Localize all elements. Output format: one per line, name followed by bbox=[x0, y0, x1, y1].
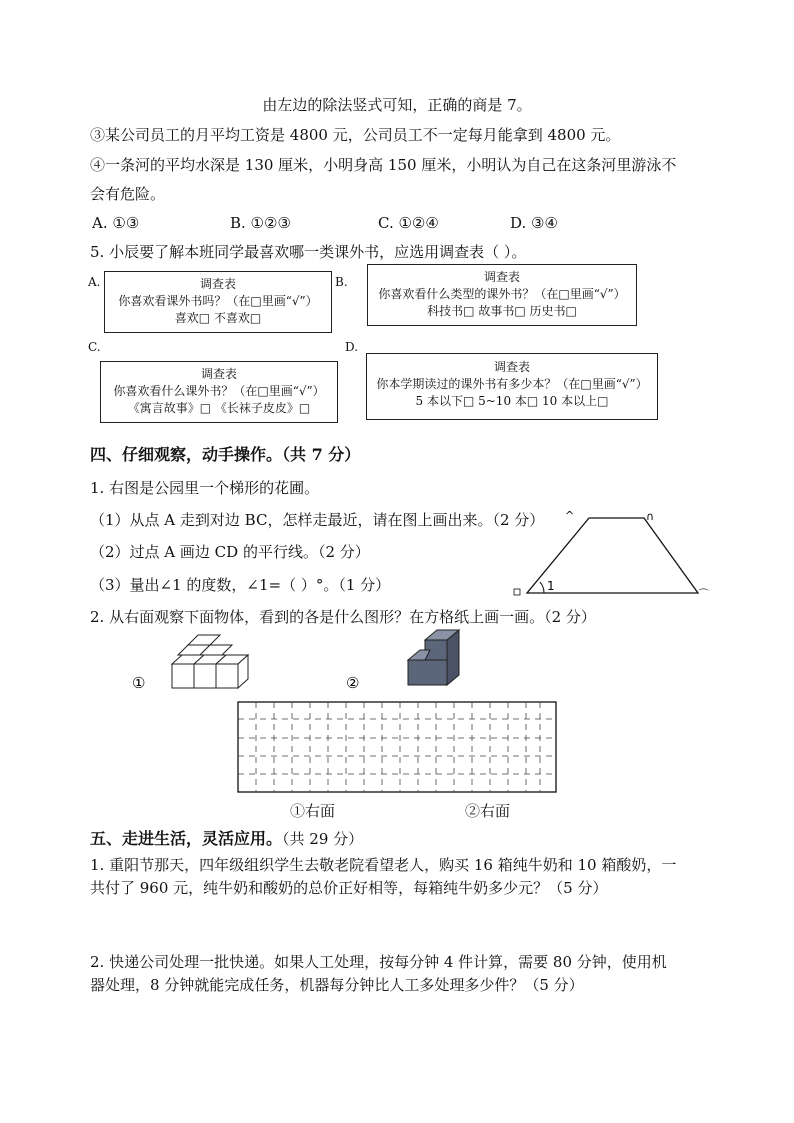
grid-caption-1: ①右面 bbox=[290, 802, 336, 820]
object-1-label: ① bbox=[132, 674, 146, 692]
section-5-q2-line2: 器处理，8 分钟就能完成任务，机器每分钟比人工多处理多少件？（5 分） bbox=[90, 976, 584, 994]
survey-d-answers: 5 本以下□ 5~10 本□ 10 本以上□ bbox=[415, 394, 609, 408]
section-4-q1: 1. 右图是公园里一个梯形的花圃。 bbox=[90, 479, 320, 497]
survey-b-letter: B. bbox=[335, 275, 348, 289]
section-5-q2-line1: 2. 快递公司处理一批快递。如果人工处理，按每分钟 4 件计算，需要 80 分钟，使用机 bbox=[90, 953, 667, 971]
grid-paper bbox=[238, 702, 556, 792]
choice-d: D. ③④ bbox=[510, 214, 558, 232]
section-4-q1-part2: （2）过点 A 画边 CD 的平行线。（2 分） bbox=[90, 543, 370, 561]
choice-a: A. ①③ bbox=[92, 214, 140, 232]
survey-b-question: 你喜欢看什么类型的课外书？（在□里画“√”） bbox=[378, 287, 626, 301]
svg-text:∩: ∩ bbox=[646, 510, 655, 523]
grid-caption-2: ②右面 bbox=[465, 802, 511, 820]
trapezoid-figure bbox=[514, 509, 709, 601]
section-5-points: （共 29 分） bbox=[282, 830, 364, 848]
survey-c-question: 你喜欢看什么课外书？（在□里画“√”） bbox=[113, 384, 325, 398]
survey-c-title: 调查表 bbox=[200, 367, 237, 381]
section-4-q1-part3: （3）量出∠1 的度数，∠1=（ ）°。（1 分） bbox=[90, 576, 391, 594]
section-5-q1-line2: 共付了 960 元，纯牛奶和酸奶的总价正好相等，每箱纯牛奶多少元？（5 分） bbox=[90, 879, 608, 897]
survey-c-answers: 《寓言故事》□ 《长袜子皮皮》□ bbox=[127, 401, 311, 415]
choice-c: C. ①②④ bbox=[378, 214, 439, 232]
survey-d-title: 调查表 bbox=[493, 360, 530, 374]
svg-text:^: ^ bbox=[565, 509, 575, 522]
cube-object-1 bbox=[172, 635, 248, 688]
choice-b: B. ①②③ bbox=[230, 214, 291, 232]
section-5-title: 五、走进生活，灵活应用。 bbox=[90, 829, 283, 848]
svg-text:⌒: ⌒ bbox=[698, 588, 709, 601]
angle-1-label: 1 bbox=[547, 579, 555, 593]
division-conclusion: 由左边的除法竖式可知，正确的商是 7。 bbox=[262, 96, 532, 114]
survey-a-title: 调查表 bbox=[199, 277, 236, 291]
survey-d-question: 你本学期读过的课外书有多少本？（在□里画“√”） bbox=[376, 377, 648, 391]
section-4-heading: 四、仔细观察，动手操作。（共 7 分） bbox=[90, 445, 361, 464]
statement-4-line1: ④一条河的平均水深是 130 厘米，小明身高 150 厘米，小明认为自己在这条河里游泳不 bbox=[90, 156, 677, 174]
survey-c-letter: C. bbox=[88, 340, 101, 354]
section-4-q1-part1: （1）从点 A 走到对边 BC，怎样走最近，请在图上画出来。（2 分） bbox=[90, 511, 545, 529]
section-5-heading bbox=[90, 829, 363, 849]
survey-a-question: 你喜欢看课外书吗？（在□里画“√”） bbox=[118, 294, 318, 308]
section-5-q1-line1: 1. 重阳节那天，四年级组织学生去敬老院看望老人，购买 16 箱纯牛奶和 10 箱酸奶，一 bbox=[90, 856, 677, 874]
statement-4-line2: 会有危险。 bbox=[90, 185, 166, 203]
survey-b-title: 调查表 bbox=[483, 270, 520, 284]
survey-d-letter: D. bbox=[345, 340, 359, 354]
survey-b-answers: 科技书□ 故事书□ 历史书□ bbox=[427, 304, 577, 318]
object-2-label: ② bbox=[346, 674, 360, 692]
cube-object-2 bbox=[408, 630, 459, 685]
statement-3: ③某公司员工的月平均工资是 4800 元，公司员工不一定每月能拿到 4800 元。 bbox=[90, 126, 621, 144]
section-4-q2: 2. 从右面观察下面物体，看到的各是什么图形？在方格纸上画一画。（2 分） bbox=[90, 608, 596, 626]
survey-a-answers: 喜欢□ 不喜欢□ bbox=[174, 311, 262, 325]
survey-a-letter: A. bbox=[88, 275, 101, 289]
question-5: 5. 小辰要了解本班同学最喜欢哪一类课外书，应选用调查表（ ）。 bbox=[90, 243, 527, 261]
